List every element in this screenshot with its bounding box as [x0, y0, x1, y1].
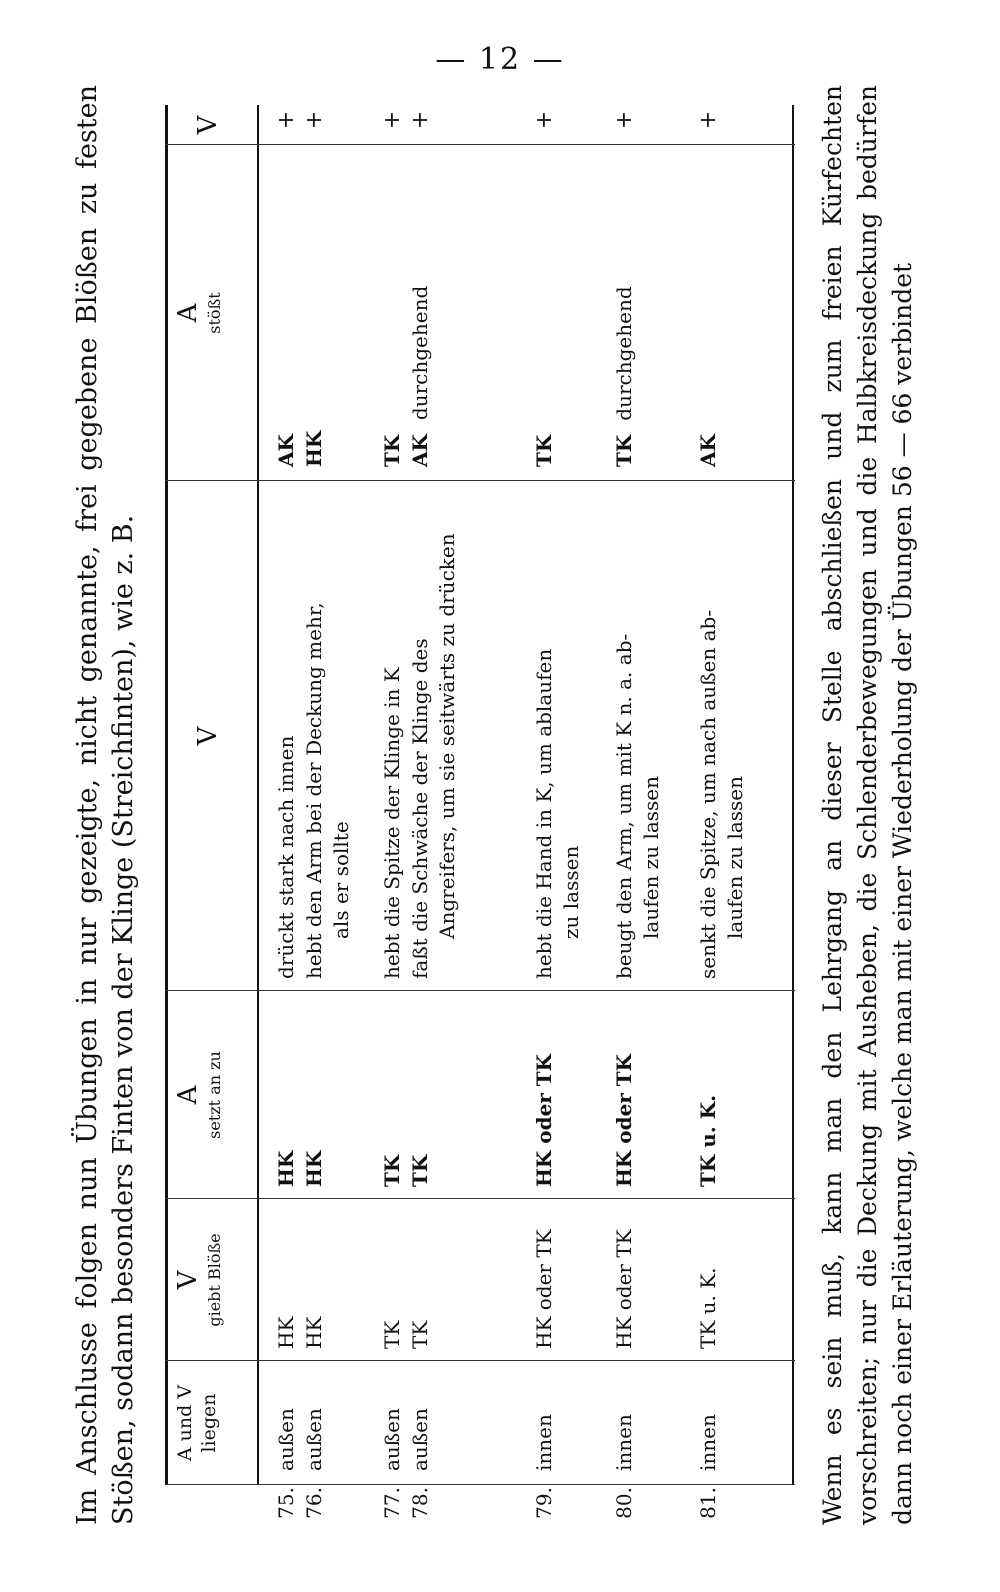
row-result: +	[408, 110, 433, 130]
table-bottom-rule	[792, 105, 794, 1485]
row-v-action	[379, 509, 406, 985]
row-stoesst-target: TK	[612, 434, 636, 467]
row-result: +	[532, 110, 557, 130]
row-stoesst-extra: durchgehend	[612, 286, 636, 421]
header-lage	[173, 1361, 221, 1485]
row-result: +	[380, 110, 405, 130]
header-v-letter: V	[193, 726, 223, 746]
row-v-action	[531, 509, 585, 985]
row-gibt: TK	[408, 1320, 432, 1349]
row-setzt: TK u. K.	[696, 1094, 720, 1187]
row-gibt: HK	[274, 1316, 298, 1349]
header-setzt-an	[173, 991, 227, 1199]
row-stoesst-target: TK	[532, 434, 556, 467]
row-lage: innen	[696, 1414, 720, 1471]
row-setzt: TK	[408, 1154, 432, 1187]
closing-text: Wenn es sein muß, kann man den Lehrgang an dieser Stelle abschließen und zum freien Kürfechten vorschreiten; nur die Deckung mit Ausheben, die Schlenderbewegungen und die Halbkreisdeckung bedürfen dann noch einer Erläuterung, welche man mit einer Wiederholung der Übungen 56 — 66 verbindet	[818, 85, 917, 1525]
row-gibt: TK u. K.	[696, 1267, 720, 1349]
row-result: +	[302, 110, 327, 130]
row-result: +	[612, 110, 637, 130]
row-number: 79.	[532, 1487, 556, 1519]
column-divider	[165, 1484, 795, 1485]
row-v-line1: faßt die Schwäche der Klinge des	[408, 638, 432, 979]
row-number: 81.	[696, 1487, 720, 1519]
intro-paragraph	[70, 85, 180, 1525]
row-lage: außen	[302, 1408, 326, 1471]
closing-paragraph	[815, 85, 920, 1525]
row-gibt: HK oder TK	[532, 1229, 556, 1349]
row-stoesst	[273, 147, 300, 475]
row-lage: innen	[532, 1414, 556, 1471]
row-setzt: HK	[302, 1150, 326, 1187]
header-setzt-sub: setzt an zu	[205, 1051, 224, 1139]
header-result-letter: V	[193, 115, 223, 135]
row-v-action	[695, 509, 749, 985]
row-stoesst-target: AK	[408, 434, 432, 467]
row-setzt: HK oder TK	[532, 1053, 556, 1187]
header-stoesst-letter: A	[173, 303, 203, 323]
column-divider	[165, 144, 795, 145]
row-stoesst	[531, 147, 558, 475]
row-v-line1: senkt die Spitze, um nach außen ab-	[696, 609, 720, 979]
row-v-line1: hebt den Arm bei der Deckung mehr,	[302, 602, 326, 979]
row-stoesst	[301, 147, 328, 475]
row-number: 75.	[274, 1487, 298, 1519]
column-divider	[165, 480, 795, 481]
row-v-line1: hebt die Spitze der Klinge in K	[380, 667, 404, 979]
row-stoesst-extra: durchgehend	[408, 285, 432, 421]
row-stoesst-target: TK	[380, 434, 404, 467]
row-v-line1: beugt den Arm, um mit K n. a. ab-	[612, 633, 636, 979]
row-v-line1: hebt die Hand in K, um ablaufen	[532, 648, 556, 979]
row-lage: innen	[612, 1414, 636, 1471]
row-stoesst-target: AK	[696, 434, 720, 467]
row-gibt: HK oder TK	[612, 1229, 636, 1349]
header-lage-text: A und V liegen	[174, 1384, 220, 1462]
row-stoesst-target: AK	[274, 434, 298, 467]
row-stoesst-target: HK	[302, 430, 326, 467]
row-v-action	[273, 509, 300, 985]
row-lage: außen	[380, 1408, 404, 1471]
row-v-line2: als er sollte	[329, 821, 353, 939]
header-stoesst-sub: stößt	[205, 292, 224, 334]
row-v-action	[301, 509, 355, 985]
row-result: +	[274, 110, 299, 130]
header-gibt-sub: giebt Blöße	[205, 1233, 224, 1327]
column-divider	[165, 1360, 795, 1361]
row-v-line2: laufen zu lassen	[723, 775, 747, 939]
table-top-rule	[165, 105, 168, 1485]
header-gibt-bloesse	[173, 1199, 227, 1361]
row-number: 77.	[380, 1487, 404, 1519]
row-v-line1: drückt stark nach innen	[274, 735, 298, 979]
row-setzt: TK	[380, 1154, 404, 1187]
row-v-action	[611, 509, 665, 985]
row-number: 80.	[612, 1487, 636, 1519]
intro-text: Im Anschlusse folgen nun Übungen in nur gezeigte, nicht genannte, frei gegebene Blößen zu festen Stößen, sodann besonders Finten von der Klinge (Streichfinten), wie z. B.	[72, 85, 139, 1525]
header-gibt-letter: V	[173, 1270, 203, 1290]
header-setzt-letter: A	[173, 1085, 203, 1105]
row-setzt: HK	[274, 1150, 298, 1187]
row-gibt: HK	[302, 1316, 326, 1349]
row-gibt: TK	[380, 1320, 404, 1349]
row-lage: außen	[408, 1408, 432, 1471]
row-v-line2: zu lassen	[559, 845, 583, 939]
header-v-action	[193, 481, 223, 991]
page-number: — 12 —	[435, 42, 565, 77]
row-number: 78.	[408, 1487, 432, 1519]
row-result: +	[696, 110, 721, 130]
rotated-page-content	[70, 85, 930, 1525]
exercise-table	[165, 105, 795, 1519]
row-number: 76.	[302, 1487, 326, 1519]
row-stoesst	[695, 147, 722, 475]
row-setzt: HK oder TK	[612, 1053, 636, 1187]
row-v-line2: Angreifers, um sie seitwärts zu drücken	[435, 533, 459, 939]
row-stoesst	[379, 147, 406, 475]
row-v-line2: laufen zu lassen	[639, 775, 663, 939]
table-header-rule	[257, 105, 259, 1485]
row-lage: außen	[274, 1408, 298, 1471]
header-stoesst	[173, 145, 227, 481]
header-result	[193, 105, 223, 145]
row-stoesst	[407, 147, 434, 475]
row-stoesst	[611, 147, 638, 475]
row-v-action	[407, 509, 461, 985]
